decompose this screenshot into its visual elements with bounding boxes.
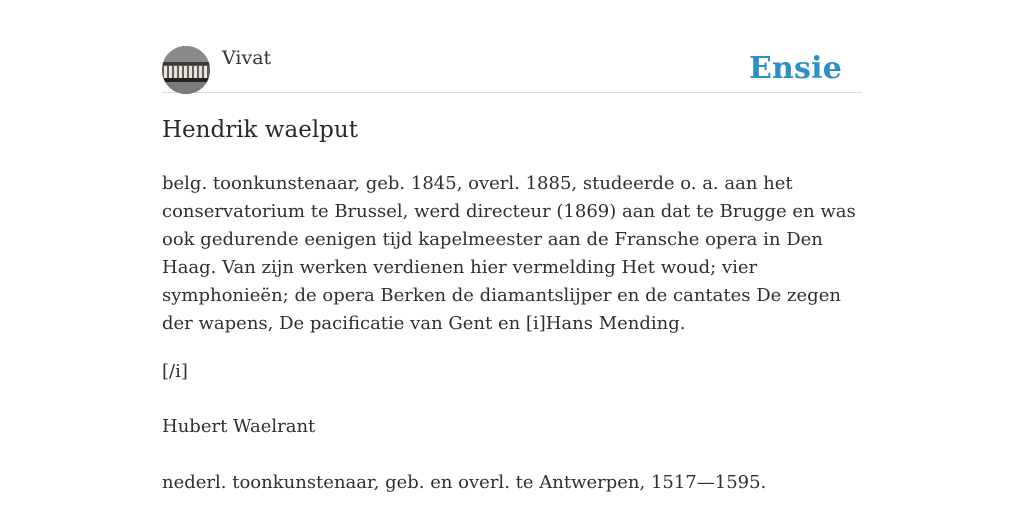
definition-paragraph: belg. toonkunstenaar, geb. 1845, overl. 1885, studeerde o. a. aan het conservatorium te Brussel, werd directeur (1869) aan dat te Brugge en was ook gedurende eenigen tijd kapelmeester aan de Fransche opera in Den Haag. Van zijn werken verdienen hier vermelding Het woud; vier symphonieën; de opera Berken de diamantslijper en de cantates De zegen der wapens, De pacificatie van Gent en [i]Hans Mending. bbox=[162, 173, 856, 334]
brand-logo[interactable]: Ensie bbox=[748, 51, 842, 86]
site-name[interactable]: Vivat bbox=[222, 47, 272, 69]
article-title: Hendrik waelput bbox=[162, 117, 358, 143]
avatar[interactable] bbox=[162, 46, 210, 94]
site-header bbox=[162, 46, 862, 93]
article bbox=[162, 114, 862, 497]
entry-heading: Hubert Waelrant bbox=[162, 416, 316, 437]
markup-fragment: [/i] bbox=[162, 361, 188, 382]
entry-paragraph: nederl. toonkunstenaar, geb. en overl. te Antwerpen, 1517—1595. bbox=[162, 472, 767, 493]
typewriter-keys-image bbox=[162, 46, 210, 94]
